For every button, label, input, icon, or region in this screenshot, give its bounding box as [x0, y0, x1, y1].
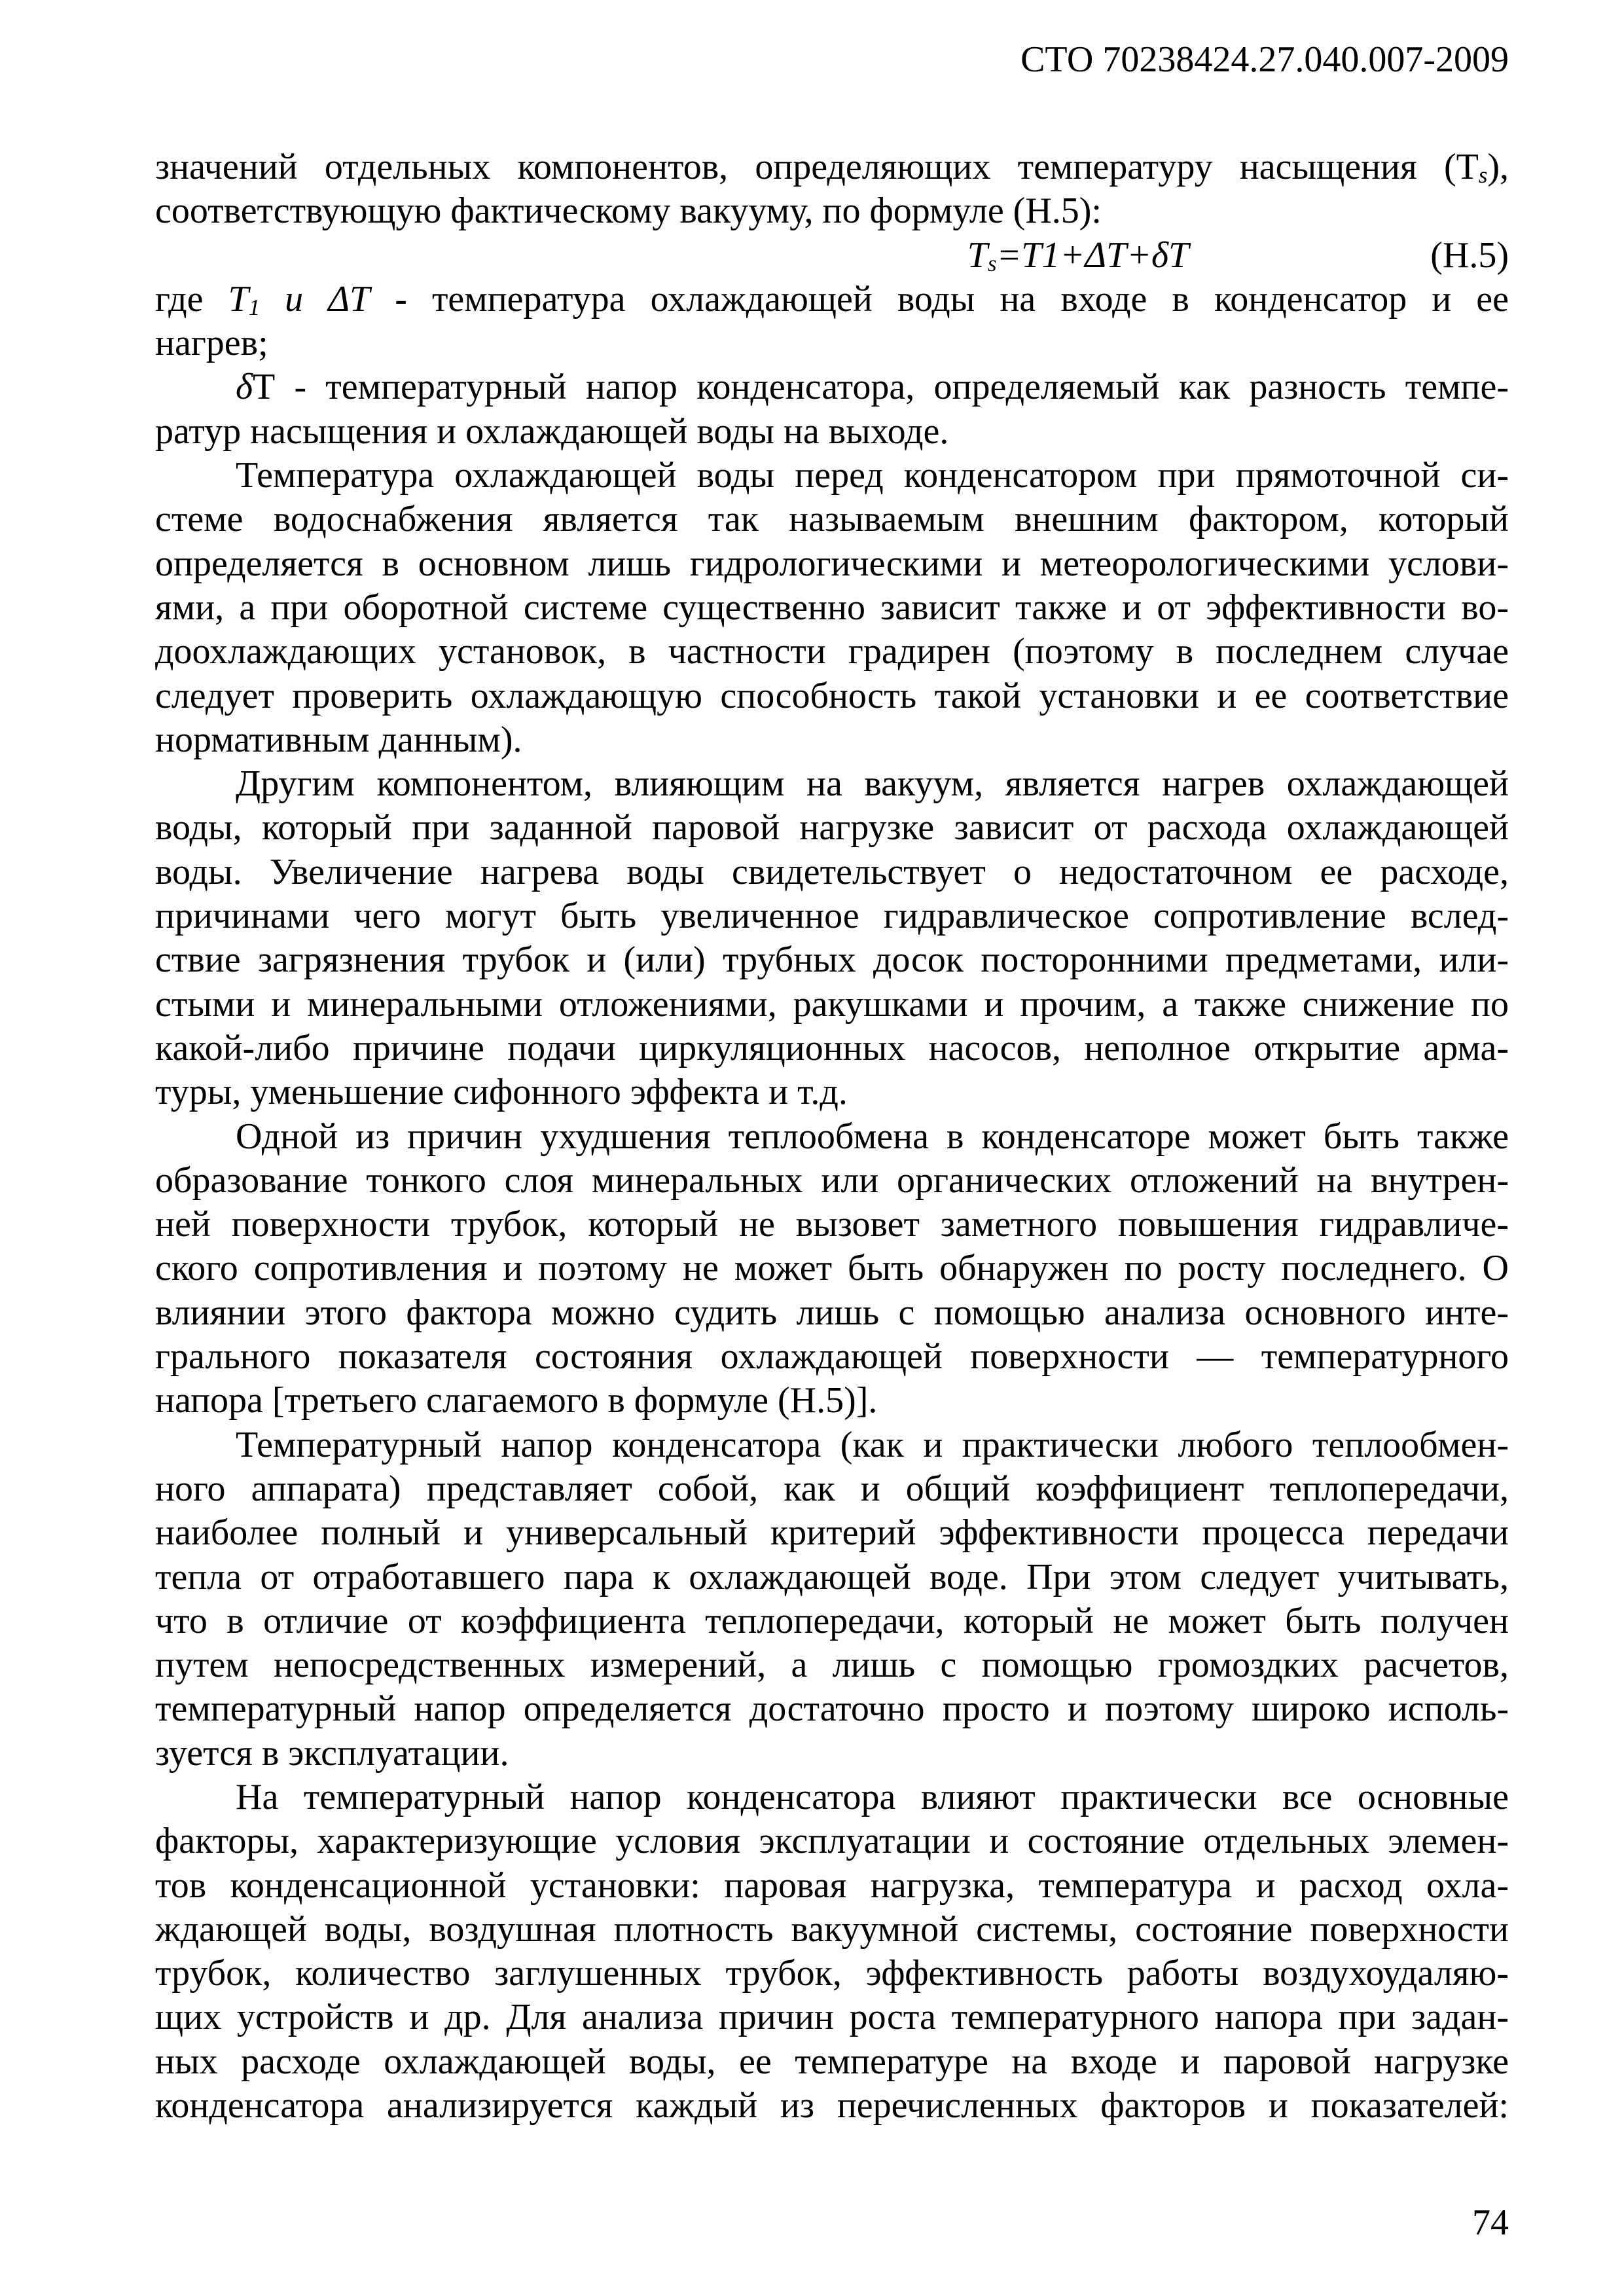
text-line: [155, 1819, 1509, 1863]
text-line: [155, 1291, 1509, 1335]
text-line: значений отдельных компонентов, определяющих температуру насыщения (Тs),: [155, 147, 1509, 189]
text-line: [155, 2040, 1509, 2084]
text-run: температурный напор определяется достаточно просто и поэтому широко исполь-: [155, 1688, 1509, 1730]
text-line: [155, 894, 1509, 938]
text-line: [155, 1643, 1509, 1687]
text-run: воды. Увеличение нагрева воды свидетельствует о недостаточном ее расходе,: [155, 851, 1509, 892]
text-line: [155, 938, 1509, 982]
text-line: [155, 1203, 1509, 1247]
text-line: [155, 1247, 1509, 1290]
text-line: [155, 189, 1509, 233]
text-run: определяется в основном лишь гидрологическими и метеорологическими услови-: [155, 543, 1509, 584]
text-line: [155, 498, 1509, 541]
text-line: [155, 1379, 1509, 1423]
text-run: ных расходе охлаждающей воды, ее температуре на входе и паровой нагрузке: [155, 2041, 1509, 2082]
text-run: доохлаждающих установок, в частности градирен (поэтому в последнем случае: [155, 631, 1509, 672]
text-run: стеме водоснабжения является так называемым внешним фактором, который: [155, 499, 1509, 540]
text-run: причинами чего могут быть увеличенное гидравлическое сопротивление вслед-: [155, 896, 1509, 937]
text-run: ждающей воды, воздушная плотность вакуумной системы, состояние поверхности: [155, 1908, 1509, 1950]
text-line: [155, 2084, 1509, 2128]
text-line: [155, 1335, 1509, 1379]
text-line: [155, 1776, 1509, 1819]
text-line: [155, 630, 1509, 674]
text-run: тепла от отработавшего пара к охлаждающей воде. При этом следует учитывать,: [155, 1556, 1509, 1597]
text-line: [155, 674, 1509, 718]
text-run: трубок, количество заглушенных трубок, эффективность работы воздухоудаляю-: [155, 1953, 1509, 1994]
text-line: [155, 542, 1509, 586]
text-run: зуется в эксплуатации.: [155, 1732, 509, 1774]
text-run: ского сопротивления и поэтому не может быть обнаружен по росту последнего. О: [155, 1248, 1509, 1289]
text-line: [155, 1115, 1509, 1159]
formula-number: (Н.5): [1430, 234, 1509, 276]
document-header: СТО 70238424.27.040.007-2009: [1020, 39, 1509, 80]
text-line: [155, 1687, 1509, 1731]
text-run: нормативным данным).: [155, 719, 522, 760]
text-run: напора [третьего слагаемого в формуле (Н.5)].: [155, 1380, 878, 1421]
text-line: [155, 718, 1509, 762]
text-run: воды, который при заданной паровой нагрузке зависит от расхода охлаждающей: [155, 807, 1509, 848]
text-run: факторы, характеризующие условия эксплуатации и состояние отдельных элемен-: [155, 1821, 1509, 1862]
text-run: что в отличие от коэффициента теплопередачи, который не может быть получен: [155, 1600, 1509, 1641]
text-line: [155, 410, 1509, 454]
text-line: [155, 1511, 1509, 1555]
text-run: влиянии этого фактора можно судить лишь с помощью анализа основного инте-: [155, 1292, 1509, 1333]
text-run: тов конденсационной установки: паровая нагрузка, температура и расход охла-: [155, 1865, 1509, 1906]
text-line: [155, 321, 1509, 365]
text-line: [155, 1908, 1509, 1952]
text-line: [155, 762, 1509, 806]
text-line: [155, 1864, 1509, 1908]
text-run: ного аппарата) представляет собой, как и общий коэффициент теплопередачи,: [155, 1468, 1509, 1509]
text-run: нагрев;: [155, 323, 268, 364]
text-run: Температура охлаждающей воды перед конденсатором при прямоточной си-: [236, 455, 1509, 496]
text-run: какой-либо причине подачи циркуляционных насосов, неполное открытие арма-: [155, 1027, 1509, 1068]
formula-line: [155, 234, 1509, 278]
text-run: стыми и минеральными отложениями, ракушками и прочим, а также снижение по: [155, 983, 1509, 1025]
text-line: [155, 1732, 1509, 1776]
text-run: наиболее полный и универсальный критерий эффективности процесса передачи: [155, 1512, 1509, 1554]
text-run: щих устройств и др. Для анализа причин роста температурного напора при задан-: [155, 1997, 1509, 2038]
text-line: [155, 1556, 1509, 1599]
text-run: следует проверить охлаждающую способность такой установки и ее соответствие: [155, 675, 1509, 716]
text-run: ней поверхности трубок, который не вызовет заметного повышения гидравличе-: [155, 1204, 1509, 1245]
body-text: [155, 145, 1509, 2128]
text-run: образование тонкого слоя минеральных или органических отложений на внутрен-: [155, 1159, 1509, 1201]
text-line: [155, 983, 1509, 1027]
text-line: [155, 806, 1509, 850]
text-line: δТ - температурный напор конденсатора, определяемый как разность темпе-: [236, 367, 1509, 408]
text-line: [155, 1070, 1509, 1114]
text-run: ствие загрязнения трубок и (или) трубных досок посторонними предметами, или-: [155, 939, 1509, 981]
page-number: 74: [1472, 2202, 1509, 2243]
text-run: туры, уменьшение сифонного эффекта и т.д.: [155, 1072, 848, 1113]
text-line: [155, 586, 1509, 630]
text-run: ями, а при оборотной системе существенно зависит также и от эффективности во-: [155, 587, 1509, 628]
text-line: [155, 1159, 1509, 1203]
formula-expression: Тs=Т1+ΔТ+δТ: [967, 234, 1189, 276]
text-line: [155, 850, 1509, 894]
text-line: [155, 1423, 1509, 1467]
text-line: где Т1 и ΔТ - температура охлаждающей воды на входе в конденсатор и ее: [155, 278, 1509, 321]
text-run: конденсатора анализируется каждый из перечисленных факторов и показателей:: [155, 2085, 1509, 2126]
text-line: [155, 454, 1509, 498]
text-line: [155, 1952, 1509, 1995]
text-run: Одной из причин ухудшения теплообмена в конденсаторе может быть также: [236, 1116, 1509, 1157]
text-line: [155, 1599, 1509, 1643]
text-run: ратур насыщения и охлаждающей воды на выходе.: [155, 410, 949, 452]
text-run: Температурный напор конденсатора (как и практически любого теплообмен-: [236, 1424, 1509, 1465]
text-run: грального показателя состояния охлаждающей поверхности — температурного: [155, 1336, 1509, 1377]
text-run: Другим компонентом, влияющим на вакуум, является нагрев охлаждающей: [236, 763, 1509, 805]
text-line: [155, 1995, 1509, 2039]
text-line: [155, 1467, 1509, 1511]
text-run: соответствующую фактическому вакууму, по формуле (Н.5):: [155, 191, 1102, 232]
text-run: На температурный напор конденсатора влияют практически все основные: [236, 1776, 1509, 1817]
text-line: [155, 1027, 1509, 1070]
text-run: путем непосредственных измерений, а лишь с помощью громоздких расчетов,: [155, 1645, 1509, 1686]
